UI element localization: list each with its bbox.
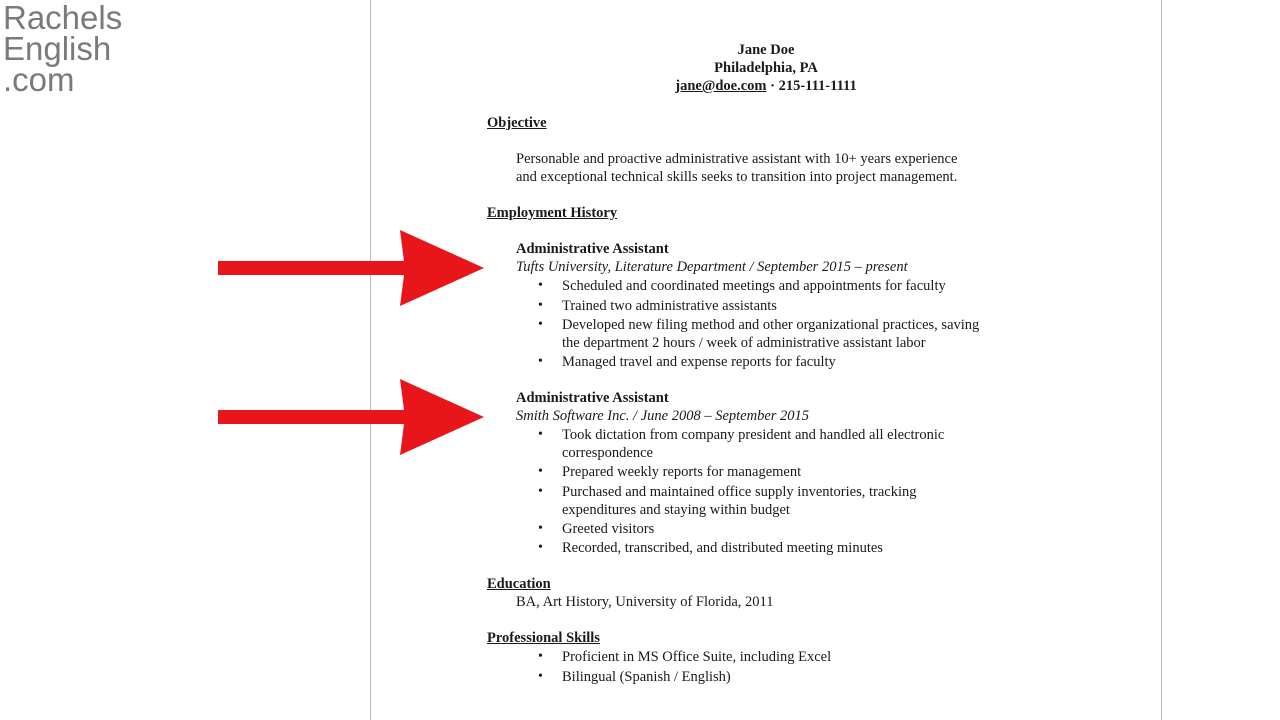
job-bullet: Developed new filing method and other organizational practices, saving	[562, 317, 980, 333]
job-bullet: Scheduled and coordinated meetings and appointments for faculty	[562, 278, 946, 294]
objective-heading: Objective	[487, 115, 547, 131]
bullet-icon: •	[538, 521, 543, 536]
bullet-icon: •	[538, 484, 543, 499]
job-bullet: Recorded, transcribed, and distributed meeting minutes	[562, 540, 883, 556]
employment-heading: Employment History	[487, 205, 618, 221]
job-bullet: Took dictation from company president and handled all electronic	[562, 427, 945, 443]
education-heading: Education	[487, 576, 551, 592]
logo-line-3: .com	[3, 61, 75, 98]
objective-line: and exceptional technical skills seeks to transition into project management.	[516, 169, 958, 185]
resume-contact-line	[675, 77, 856, 95]
job-title: Administrative Assistant	[516, 241, 669, 257]
job-bullet: Purchased and maintained office supply inventories, tracking	[562, 484, 917, 500]
bullet-icon: •	[538, 354, 543, 369]
objective-line: Personable and proactive administrative assistant with 10+ years experience	[516, 151, 958, 167]
contact-separator: ·	[766, 78, 779, 94]
skill-item: Proficient in MS Office Suite, including Excel	[562, 649, 832, 665]
job-bullet: Trained two administrative assistants	[562, 298, 777, 314]
logo-line-1: Rachels	[3, 0, 123, 36]
bullet-icon: •	[538, 540, 543, 555]
resume-location: Philadelphia, PA	[714, 60, 818, 76]
bullet-icon: •	[538, 278, 543, 293]
bullet-icon: •	[538, 317, 543, 332]
education-entry: BA, Art History, University of Florida, 2011	[516, 594, 774, 610]
job-bullet: Greeted visitors	[562, 521, 655, 537]
bullet-icon: •	[538, 649, 543, 664]
email-link[interactable]: jane@doe.com	[675, 78, 767, 94]
job-bullet-continued: correspondence	[562, 445, 653, 461]
skills-heading: Professional Skills	[487, 630, 600, 646]
job-bullet-continued: the department 2 hours / week of administrative assistant labor	[562, 335, 926, 351]
bullet-icon: •	[538, 427, 543, 442]
bullet-icon: •	[538, 669, 543, 684]
bullet-icon: •	[538, 464, 543, 479]
skill-item: Bilingual (Spanish / English)	[562, 669, 731, 685]
logo-line-2: English	[3, 30, 112, 67]
bullet-icon: •	[538, 298, 543, 313]
resume-name: Jane Doe	[737, 42, 795, 58]
job-bullet: Managed travel and expense reports for faculty	[562, 354, 836, 370]
job-employer-dates: Smith Software Inc. / June 2008 – September 2015	[516, 408, 810, 424]
job-employer-dates: Tufts University, Literature Department / September 2015 – present	[516, 259, 908, 275]
phone-number: 215-111-1111	[778, 78, 857, 94]
job-bullet: Prepared weekly reports for management	[562, 464, 802, 480]
job-title: Administrative Assistant	[516, 390, 669, 406]
job-bullet-continued: expenditures and staying within budget	[562, 502, 790, 518]
